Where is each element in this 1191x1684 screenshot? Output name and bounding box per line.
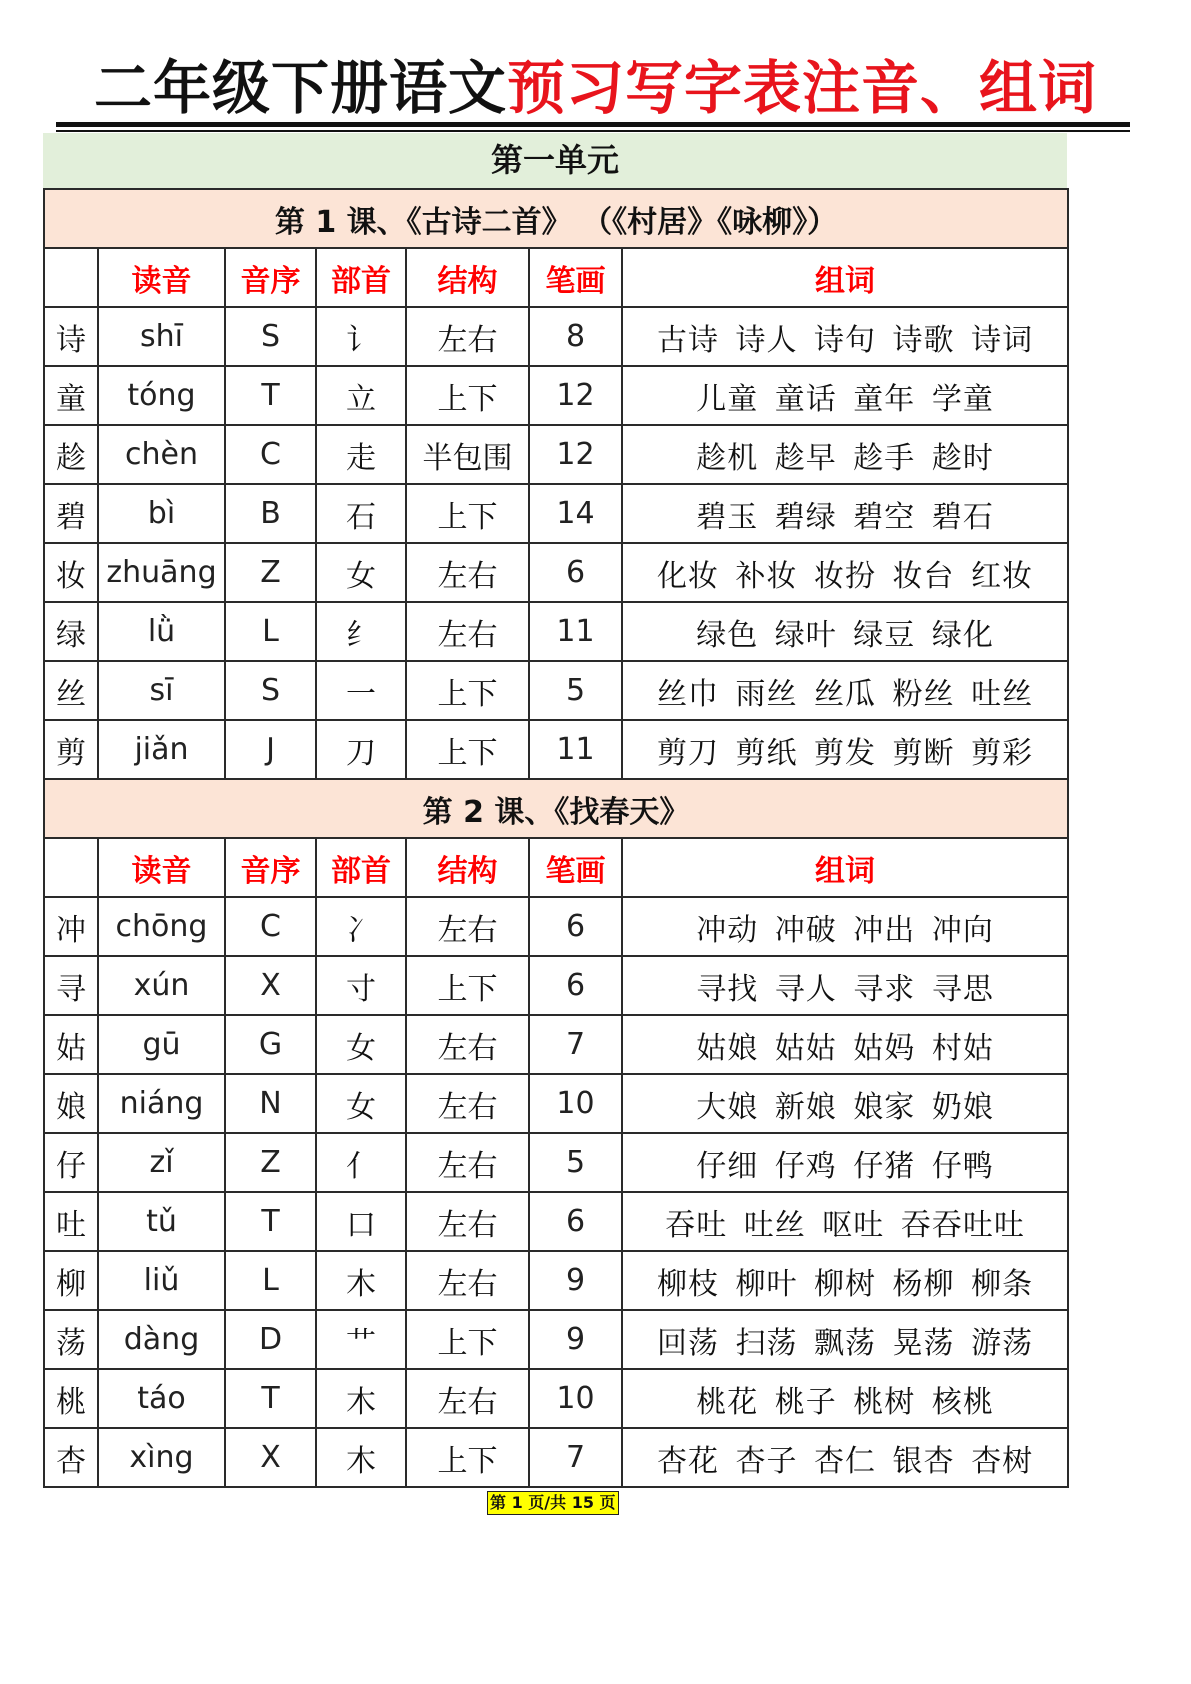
cell-stroke-count: 7 [529, 1428, 622, 1487]
cell-character: 桃 [44, 1369, 98, 1428]
cell-radical: 立 [316, 366, 406, 425]
cell-phonetic-order: T [225, 366, 316, 425]
cell-pinyin: tóng [98, 366, 225, 425]
cell-word-groups: 杏花 杏子 杏仁 银杏 杏树 [622, 1428, 1068, 1487]
cell-pinyin: jiǎn [98, 720, 225, 779]
cell-stroke-count: 6 [529, 897, 622, 956]
document-title [0, 52, 1191, 124]
cell-pinyin: sī [98, 661, 225, 720]
cell-character: 诗 [44, 307, 98, 366]
cell-stroke-count: 10 [529, 1074, 622, 1133]
cell-structure: 左右 [406, 307, 529, 366]
cell-pinyin: xìng [98, 1428, 225, 1487]
cell-radical: 口 [316, 1192, 406, 1251]
cell-character: 柳 [44, 1251, 98, 1310]
table-row [44, 1251, 1068, 1310]
cell-stroke-count: 14 [529, 484, 622, 543]
cell-word-groups: 剪刀 剪纸 剪发 剪断 剪彩 [622, 720, 1068, 779]
cell-phonetic-order: B [225, 484, 316, 543]
cell-radical: 冫 [316, 897, 406, 956]
table-row [44, 897, 1068, 956]
cell-radical: 一 [316, 661, 406, 720]
table-row [44, 661, 1068, 720]
cell-phonetic-order: T [225, 1192, 316, 1251]
cell-word-groups: 绿色 绿叶 绿豆 绿化 [622, 602, 1068, 661]
cell-stroke-count: 12 [529, 425, 622, 484]
column-header [44, 248, 98, 307]
unit-header: 第一单元 [43, 133, 1067, 188]
cell-phonetic-order: Z [225, 1133, 316, 1192]
cell-stroke-count: 6 [529, 956, 622, 1015]
column-header: 音序 [225, 838, 316, 897]
cell-radical: 刀 [316, 720, 406, 779]
cell-radical: 走 [316, 425, 406, 484]
cell-phonetic-order: G [225, 1015, 316, 1074]
cell-structure: 左右 [406, 1251, 529, 1310]
cell-word-groups: 桃花 桃子 桃树 核桃 [622, 1369, 1068, 1428]
column-header: 部首 [316, 248, 406, 307]
cell-pinyin: zǐ [98, 1133, 225, 1192]
cell-character: 妆 [44, 543, 98, 602]
cell-structure: 左右 [406, 1074, 529, 1133]
cell-stroke-count: 9 [529, 1310, 622, 1369]
cell-character: 趁 [44, 425, 98, 484]
cell-word-groups: 古诗 诗人 诗句 诗歌 诗词 [622, 307, 1068, 366]
cell-structure: 左右 [406, 1015, 529, 1074]
cell-phonetic-order: T [225, 1369, 316, 1428]
cell-structure: 左右 [406, 1133, 529, 1192]
cell-word-groups: 仔细 仔鸡 仔猪 仔鸭 [622, 1133, 1068, 1192]
cell-radical: 寸 [316, 956, 406, 1015]
cell-word-groups: 大娘 新娘 娘家 奶娘 [622, 1074, 1068, 1133]
column-header-row [44, 838, 1068, 897]
cell-pinyin: chèn [98, 425, 225, 484]
cell-pinyin: chōng [98, 897, 225, 956]
cell-structure: 上下 [406, 1428, 529, 1487]
cell-radical: 木 [316, 1251, 406, 1310]
cell-character: 仔 [44, 1133, 98, 1192]
cell-pinyin: bì [98, 484, 225, 543]
cell-character: 冲 [44, 897, 98, 956]
title-rule-thin [56, 130, 1130, 132]
table-row [44, 602, 1068, 661]
cell-structure: 上下 [406, 720, 529, 779]
table-row [44, 1310, 1068, 1369]
cell-phonetic-order: L [225, 1251, 316, 1310]
cell-word-groups: 趁机 趁早 趁手 趁时 [622, 425, 1068, 484]
cell-character: 荡 [44, 1310, 98, 1369]
cell-structure: 上下 [406, 366, 529, 425]
page-indicator: 第 1 页/共 15 页 [487, 1491, 619, 1515]
cell-structure: 左右 [406, 1192, 529, 1251]
table-row [44, 956, 1068, 1015]
cell-word-groups: 回荡 扫荡 飘荡 晃荡 游荡 [622, 1310, 1068, 1369]
cell-pinyin: gū [98, 1015, 225, 1074]
cell-pinyin: lǜ [98, 602, 225, 661]
cell-pinyin: xún [98, 956, 225, 1015]
table-row [44, 1074, 1068, 1133]
cell-phonetic-order: L [225, 602, 316, 661]
cell-stroke-count: 10 [529, 1369, 622, 1428]
cell-character: 吐 [44, 1192, 98, 1251]
cell-pinyin: táo [98, 1369, 225, 1428]
table-row [44, 720, 1068, 779]
cell-pinyin: dàng [98, 1310, 225, 1369]
cell-stroke-count: 8 [529, 307, 622, 366]
cell-phonetic-order: S [225, 661, 316, 720]
cell-structure: 左右 [406, 602, 529, 661]
cell-radical: 女 [316, 1015, 406, 1074]
table-row [44, 484, 1068, 543]
cell-stroke-count: 11 [529, 720, 622, 779]
lesson-header-row [44, 189, 1068, 248]
column-header [44, 838, 98, 897]
cell-character: 碧 [44, 484, 98, 543]
table-row [44, 1192, 1068, 1251]
cell-character: 童 [44, 366, 98, 425]
cell-phonetic-order: S [225, 307, 316, 366]
cell-character: 剪 [44, 720, 98, 779]
table-row [44, 1133, 1068, 1192]
cell-character: 绿 [44, 602, 98, 661]
lesson-title: 第 1 课、《古诗二首》 （《村居》《咏柳》） [44, 189, 1068, 248]
cell-word-groups: 碧玉 碧绿 碧空 碧石 [622, 484, 1068, 543]
cell-structure: 左右 [406, 543, 529, 602]
cell-structure: 上下 [406, 1310, 529, 1369]
cell-word-groups: 冲动 冲破 冲出 冲向 [622, 897, 1068, 956]
table-row [44, 543, 1068, 602]
lesson-title: 第 2 课、《找春天》 [44, 779, 1068, 838]
cell-word-groups: 吞吐 吐丝 呕吐 吞吞吐吐 [622, 1192, 1068, 1251]
cell-character: 丝 [44, 661, 98, 720]
cell-stroke-count: 9 [529, 1251, 622, 1310]
cell-radical: 木 [316, 1369, 406, 1428]
column-header: 组词 [622, 838, 1068, 897]
cell-phonetic-order: X [225, 1428, 316, 1487]
cell-stroke-count: 7 [529, 1015, 622, 1074]
table-row [44, 366, 1068, 425]
cell-radical: 木 [316, 1428, 406, 1487]
cell-phonetic-order: D [225, 1310, 316, 1369]
cell-structure: 左右 [406, 897, 529, 956]
cell-stroke-count: 6 [529, 1192, 622, 1251]
cell-stroke-count: 6 [529, 543, 622, 602]
cell-structure: 上下 [406, 661, 529, 720]
cell-pinyin: zhuāng [98, 543, 225, 602]
cell-word-groups: 丝巾 雨丝 丝瓜 粉丝 吐丝 [622, 661, 1068, 720]
cell-pinyin: tǔ [98, 1192, 225, 1251]
cell-structure: 上下 [406, 484, 529, 543]
cell-radical: 石 [316, 484, 406, 543]
cell-character: 娘 [44, 1074, 98, 1133]
table-row [44, 1428, 1068, 1487]
cell-word-groups: 化妆 补妆 妆扮 妆台 红妆 [622, 543, 1068, 602]
cell-character: 寻 [44, 956, 98, 1015]
cell-phonetic-order: X [225, 956, 316, 1015]
cell-stroke-count: 5 [529, 661, 622, 720]
cell-structure: 上下 [406, 956, 529, 1015]
cell-stroke-count: 5 [529, 1133, 622, 1192]
cell-pinyin: niáng [98, 1074, 225, 1133]
cell-phonetic-order: C [225, 425, 316, 484]
title-rule-thick [56, 122, 1130, 127]
cell-radical: 女 [316, 543, 406, 602]
cell-stroke-count: 12 [529, 366, 622, 425]
column-header: 笔画 [529, 838, 622, 897]
cell-word-groups: 姑娘 姑姑 姑妈 村姑 [622, 1015, 1068, 1074]
column-header: 笔画 [529, 248, 622, 307]
cell-phonetic-order: Z [225, 543, 316, 602]
cell-structure: 左右 [406, 1369, 529, 1428]
column-header: 组词 [622, 248, 1068, 307]
cell-structure: 半包围 [406, 425, 529, 484]
column-header: 音序 [225, 248, 316, 307]
column-header: 结构 [406, 248, 529, 307]
cell-stroke-count: 11 [529, 602, 622, 661]
cell-phonetic-order: N [225, 1074, 316, 1133]
character-table [43, 188, 1069, 1488]
column-header: 结构 [406, 838, 529, 897]
lesson-header-row [44, 779, 1068, 838]
cell-character: 姑 [44, 1015, 98, 1074]
table-row [44, 425, 1068, 484]
cell-phonetic-order: C [225, 897, 316, 956]
cell-pinyin: shī [98, 307, 225, 366]
cell-word-groups: 儿童 童话 童年 学童 [622, 366, 1068, 425]
column-header-row [44, 248, 1068, 307]
table-row [44, 1015, 1068, 1074]
cell-phonetic-order: J [225, 720, 316, 779]
cell-radical: 艹 [316, 1310, 406, 1369]
column-header: 读音 [98, 838, 225, 897]
table-row [44, 307, 1068, 366]
cell-pinyin: liǔ [98, 1251, 225, 1310]
title-red-part: 预习写字表注音、组词 [507, 54, 1098, 122]
cell-word-groups: 柳枝 柳叶 柳树 杨柳 柳条 [622, 1251, 1068, 1310]
column-header: 读音 [98, 248, 225, 307]
cell-word-groups: 寻找 寻人 寻求 寻思 [622, 956, 1068, 1015]
cell-radical: 讠 [316, 307, 406, 366]
cell-radical: 纟 [316, 602, 406, 661]
title-black-part: 二年级下册语文 [93, 54, 507, 122]
cell-radical: 女 [316, 1074, 406, 1133]
cell-character: 杏 [44, 1428, 98, 1487]
cell-radical: 亻 [316, 1133, 406, 1192]
column-header: 部首 [316, 838, 406, 897]
table-row [44, 1369, 1068, 1428]
